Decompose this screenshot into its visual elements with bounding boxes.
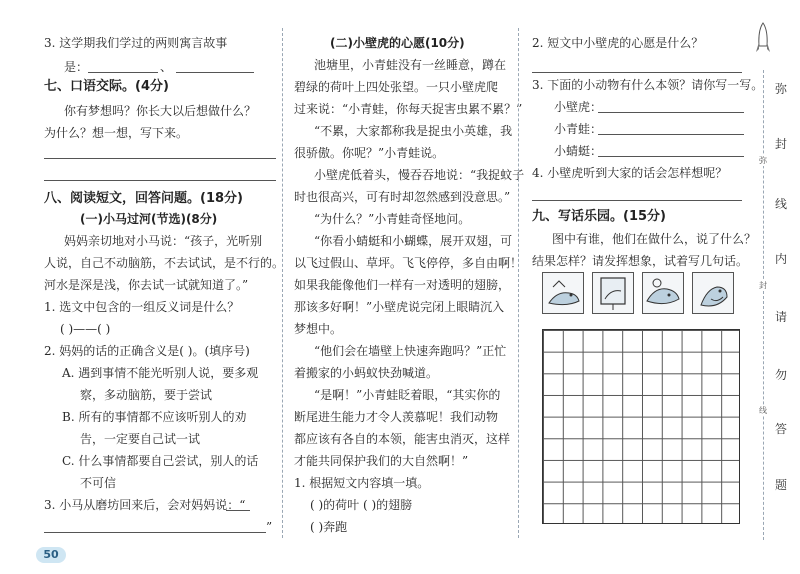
answer-line[interactable] bbox=[44, 158, 276, 159]
page-number: 50 bbox=[36, 547, 66, 563]
column-divider bbox=[282, 28, 283, 538]
passage-2-line: 那该多好啊！”小壁虎说完闭上眼睛沉入 bbox=[294, 300, 505, 314]
crocodile-brushing-teeth-icon bbox=[643, 273, 683, 313]
passage-2-title: (二)小壁虎的心愿(10分) bbox=[330, 36, 465, 50]
answer-line[interactable] bbox=[44, 532, 266, 533]
seal-line bbox=[763, 70, 764, 540]
passage-2-line: “为什么？”小青蛙奇怪地问。 bbox=[314, 212, 471, 226]
question-3-top: 3. 这学期我们学过的两则寓言故事 bbox=[44, 36, 228, 50]
fill-blank-row-2[interactable]: ( )奔跑 bbox=[310, 520, 348, 534]
comic-panel-1 bbox=[542, 272, 584, 314]
passage-2-line: 过来说：“小青蛙，你每天捉害虫累不累？” bbox=[294, 102, 523, 116]
seal-word: 题 bbox=[775, 478, 788, 492]
seal-word: 内 bbox=[775, 252, 788, 266]
rocket-icon bbox=[756, 22, 770, 62]
question-2-right: 2. 短文中小壁虎的心愿是什么？ bbox=[532, 36, 704, 50]
label-dragonfly: 小蜻蜓： bbox=[554, 144, 603, 158]
quote-end: ” bbox=[266, 520, 273, 534]
option-c-cont: 不可信 bbox=[80, 476, 117, 490]
passage-1-line: 妈妈亲切地对小马说：“孩子，光听别 bbox=[64, 234, 263, 248]
passage-1-line: 河水是深是浅，你去试一试就知道了。” bbox=[44, 278, 249, 292]
column-divider bbox=[518, 28, 519, 538]
answer-line[interactable] bbox=[532, 200, 742, 201]
passage-2-line: 着搬家的小蚂蚁快劲喊道。 bbox=[294, 366, 439, 380]
seal-small-word: 线 bbox=[759, 406, 767, 415]
passage-2-line: 如果我能像他们一样有一对透明的翅膀， bbox=[294, 278, 511, 292]
label-gecko: 小壁虎： bbox=[554, 100, 603, 114]
crocodile-smiling-icon bbox=[693, 273, 733, 313]
passage-2-line: 很骄傲。你呢？”小青蛙说。 bbox=[294, 146, 445, 160]
seal-small-word: 弥 bbox=[759, 156, 767, 165]
mirror-illustration-icon bbox=[593, 273, 633, 313]
question-4-right: 4. 小壁虎听到大家的话会怎样想呢？ bbox=[532, 166, 728, 180]
answer-line[interactable] bbox=[598, 156, 744, 157]
section-7-title: 七、口语交际。(4分) bbox=[44, 79, 169, 94]
question-1-blank[interactable]: ( )——( ) bbox=[60, 322, 111, 336]
option-c: C. 什么事情都要自己尝试，别人的话 bbox=[62, 454, 259, 468]
option-b: B. 所有的事情都不应该听别人的劝 bbox=[62, 410, 247, 424]
section-7-text: 为什么？想一想，写下来。 bbox=[44, 126, 189, 140]
comic-panel-3 bbox=[642, 272, 684, 314]
option-a: A. 遇到事情不能光听别人说，要多观 bbox=[62, 366, 259, 380]
answer-line[interactable] bbox=[226, 510, 250, 511]
question-2: 2. 妈妈的话的正确含义是( )。(填序号) bbox=[44, 344, 250, 358]
passage-1-line: 人说，自己不动脑筋，不去试试，是不行的。 bbox=[44, 256, 285, 270]
answer-line[interactable] bbox=[176, 72, 254, 73]
seal-word: 封 bbox=[775, 137, 788, 151]
question-1: 1. 选文中包含的一组反义词是什么？ bbox=[44, 300, 240, 314]
passage-2-line: 时也很高兴，可有时却忽然感到没意思。” bbox=[294, 190, 511, 204]
writing-grid[interactable] bbox=[542, 329, 740, 524]
comic-panel-4 bbox=[692, 272, 734, 314]
answer-line[interactable] bbox=[88, 72, 158, 73]
label-frog: 小青蛙： bbox=[554, 122, 603, 136]
seal-word: 线 bbox=[775, 197, 788, 211]
passage-2-line: “不累，大家都称我是捉虫小英雄，我 bbox=[314, 124, 513, 138]
question-3-right: 3. 下面的小动物有什么本领？请你写一写。 bbox=[532, 78, 764, 92]
seal-word: 弥 bbox=[775, 82, 788, 96]
passage-2-line: “你看小蜻蜓和小蝴蝶，展开双翅，可 bbox=[314, 234, 513, 248]
option-b-cont: 告，一定要自己试一试 bbox=[80, 432, 201, 446]
seal-word: 勿 bbox=[775, 368, 788, 382]
seal-small-word: 封 bbox=[759, 281, 767, 290]
passage-2-line: 都应该有各自的本领，能害虫消灭，这样 bbox=[294, 432, 511, 446]
crocodile-illustration-icon bbox=[543, 273, 583, 313]
passage-2-line: 以飞过假山、草坪。飞飞停停，多自由啊！ bbox=[294, 256, 523, 270]
seal-word: 请 bbox=[775, 310, 788, 324]
passage-2-line: 梦想中。 bbox=[294, 322, 343, 336]
section-9-title: 九、写话乐园。(15分) bbox=[532, 209, 666, 224]
passage-1-title: (一)小马过河(节选)(8分) bbox=[80, 212, 218, 226]
question-3-top-cont: 是： bbox=[64, 60, 89, 74]
seal-word: 答 bbox=[775, 422, 788, 436]
passage-2-line: 才能共同保护我们的大自然啊！” bbox=[294, 454, 469, 468]
separator: 、 bbox=[160, 60, 173, 74]
answer-line[interactable] bbox=[44, 180, 276, 181]
passage-2-line: 小壁虎低着头，慢吞吞地说：“我捉蚊子 bbox=[314, 168, 525, 182]
passage-2-line: 碧绿的荷叶上四处张望。一只小壁虎爬 bbox=[294, 80, 499, 94]
passage-2-line: 池塘里，小青蛙没有一丝睡意，蹲在 bbox=[314, 58, 507, 72]
comic-panel-2 bbox=[592, 272, 634, 314]
answer-line[interactable] bbox=[532, 72, 742, 73]
passage-2-line: “是啊！”小青蛙眨着眼，“其实你的 bbox=[314, 388, 501, 402]
answer-line[interactable] bbox=[598, 134, 744, 135]
passage-2-line: 断尾进生能力才令人羡慕呢！我们动物 bbox=[294, 410, 499, 424]
option-a-cont: 察，多动脑筋，要于尝试 bbox=[80, 388, 213, 402]
answer-line[interactable] bbox=[598, 112, 744, 113]
section-9-text: 图中有谁，他们在做什么，说了什么？ bbox=[552, 232, 757, 246]
question-1-fill: 1. 根据短文内容填一填。 bbox=[294, 476, 430, 490]
section-8-title: 八、阅读短文，回答问题。(18分) bbox=[44, 191, 243, 206]
fill-blank-row-1[interactable]: ( )的荷叶 ( )的翅膀 bbox=[310, 498, 413, 512]
section-9-text: 结果怎样？请发挥想象，试着写几句话。 bbox=[532, 254, 749, 268]
passage-2-line: “他们会在墙壁上快速奔跑吗？”正忙 bbox=[314, 344, 507, 358]
section-7-text: 你有梦想吗？你长大以后想做什么？ bbox=[64, 104, 257, 118]
question-3: 3. 小马从磨坊回来后，会对妈妈说：“ bbox=[44, 498, 246, 512]
